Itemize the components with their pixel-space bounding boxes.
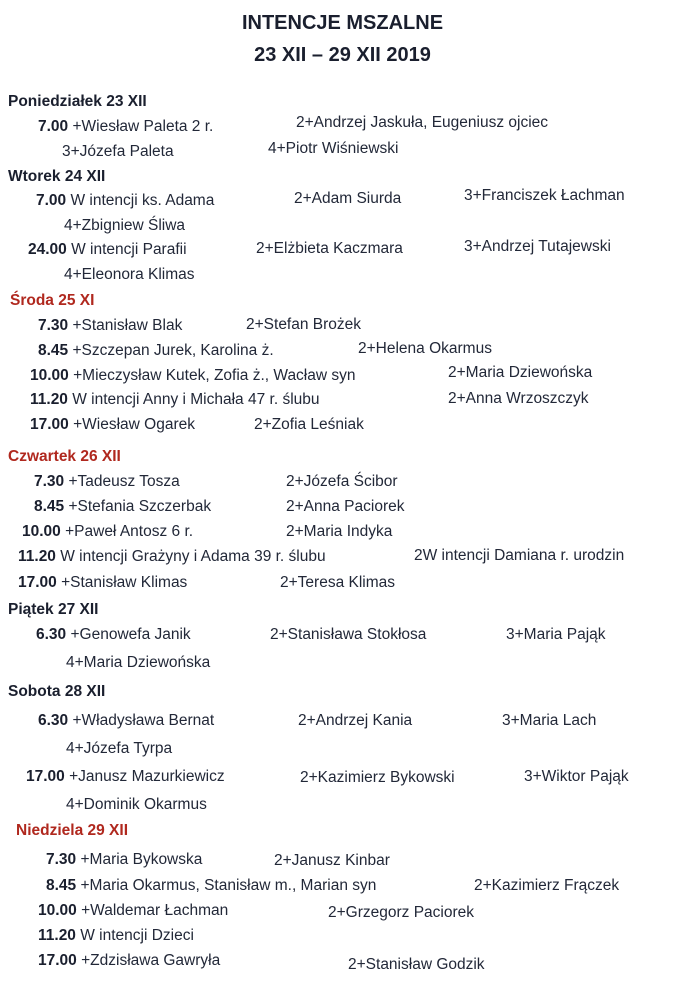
mass-line [34, 473, 180, 491]
mass-time: 24.00 [28, 241, 67, 258]
intention: 3+Maria Pająk [506, 626, 606, 643]
mass-line [38, 927, 194, 945]
intention: 2+Janusz Kinbar [274, 852, 390, 869]
intention: 2+Kazimierz Bykowski [300, 769, 455, 786]
mass-line [30, 391, 320, 409]
intention: 3+Franciszek Łachman [464, 187, 625, 204]
intention: +Szczepan Jurek, Karolina ż. [72, 342, 274, 359]
mass-line [30, 416, 195, 434]
mass-time: 10.00 [22, 523, 61, 540]
mass-line [30, 367, 356, 385]
intention: 3+Wiktor Pająk [524, 768, 629, 785]
mass-line [46, 877, 376, 895]
mass-time: 11.20 [18, 548, 56, 565]
mass-line [36, 626, 191, 644]
date-range: 23 XII – 29 XII 2019 [254, 44, 431, 66]
day-heading-thursday: Czwartek 26 XII [8, 448, 121, 465]
mass-line [18, 548, 326, 566]
intention: W intencji Parafii [71, 241, 187, 258]
mass-time: 8.45 [46, 877, 77, 894]
day-heading-sunday: Niedziela 29 XII [16, 822, 128, 839]
intention: 4+Józefa Tyrpa [66, 740, 173, 757]
intention: W intencji Grażyny i Adama 39 r. ślubu [60, 548, 326, 565]
mass-time: 8.45 [38, 342, 69, 359]
intention: +Władysława Bernat [72, 712, 215, 729]
intention: 2+Anna Wrzoszczyk [448, 390, 589, 407]
intention: 2W intencji Damiana r. urodzin [414, 547, 625, 564]
intention: +Paweł Antosz 6 r. [65, 523, 194, 540]
intention: 2+Józefa Ścibor [286, 473, 398, 490]
intention: 2+Adam Siurda [294, 190, 402, 207]
intention: 2+Teresa Klimas [280, 574, 396, 591]
intention: +Maria Okarmus, Stanisław m., Marian syn [80, 877, 377, 894]
mass-line [38, 712, 214, 730]
mass-time: 11.20 [30, 391, 68, 408]
intention: 3+Maria Lach [502, 712, 597, 729]
intention: 2+Elżbieta Kaczmara [256, 240, 403, 257]
intention: 3+Józefa Paleta [62, 143, 174, 160]
mass-time: 17.00 [18, 574, 57, 591]
intention: 4+Dominik Okarmus [66, 796, 207, 813]
day-heading-monday: Poniedziałek 23 XII [8, 93, 147, 110]
mass-time: 17.00 [26, 768, 65, 785]
mass-line [38, 342, 274, 360]
intention: +Stanisław Klimas [61, 574, 188, 591]
intention: W intencji ks. Adama [70, 192, 215, 209]
intention: +Janusz Mazurkiewicz [69, 768, 225, 785]
mass-time: 7.30 [34, 473, 65, 490]
intention: W intencji Dzieci [80, 927, 194, 944]
intention: 2+Helena Okarmus [358, 340, 492, 357]
mass-line [38, 952, 220, 970]
mass-time: 8.45 [34, 498, 65, 515]
day-heading-tuesday: Wtorek 24 XII [8, 168, 106, 185]
intention: W intencji Anny i Michała 47 r. ślubu [72, 391, 320, 408]
intention: 2+Andrzej Jaskuła, Eugeniusz ojciec [296, 114, 549, 131]
intention: 2+Andrzej Kania [298, 712, 413, 729]
mass-time: 7.30 [38, 317, 69, 334]
intention: 2+Grzegorz Paciorek [328, 904, 475, 921]
intention: +Mieczysław Kutek, Zofia ż., Wacław syn [73, 367, 356, 384]
intention: +Genowefa Janik [70, 626, 191, 643]
mass-line [28, 241, 187, 259]
mass-time: 6.30 [38, 712, 69, 729]
mass-line [36, 192, 214, 210]
mass-time: 7.30 [46, 851, 77, 868]
mass-time: 10.00 [38, 902, 77, 919]
intention: 2+Anna Paciorek [286, 498, 405, 515]
mass-line [38, 317, 182, 335]
intention: 2+Stanisława Stokłosa [270, 626, 427, 643]
intention: +Zdzisława Gawryła [81, 952, 221, 969]
intention: +Tadeusz Tosza [68, 473, 180, 490]
mass-line [34, 498, 211, 516]
intention: 4+Piotr Wiśniewski [268, 140, 399, 157]
mass-time: 11.20 [38, 927, 76, 944]
intention: 2+Zofia Leśniak [254, 416, 364, 433]
intention: +Stefania Szczerbak [68, 498, 212, 515]
day-heading-friday: Piątek 27 XII [8, 601, 99, 618]
mass-line [18, 574, 187, 592]
intention: 2+Stefan Brożek [246, 316, 362, 333]
intention: +Waldemar Łachman [81, 902, 229, 919]
day-heading-wednesday: Środa 25 XI [10, 292, 95, 309]
intention: 2+Maria Indyka [286, 523, 393, 540]
intention: 3+Andrzej Tutajewski [464, 238, 611, 255]
page-title: INTENCJE MSZALNE [241, 12, 444, 34]
intention: 2+Stanisław Godzik [348, 956, 485, 973]
intention: +Stanisław Blak [72, 317, 183, 334]
intention: 4+Zbigniew Śliwa [64, 217, 186, 234]
intention: 2+Maria Dziewońska [448, 364, 593, 381]
day-heading-saturday: Sobota 28 XII [8, 683, 106, 700]
mass-time: 17.00 [30, 416, 69, 433]
mass-time: 7.00 [36, 192, 67, 209]
mass-line [22, 523, 193, 541]
mass-time: 10.00 [30, 367, 69, 384]
intention: 2+Kazimierz Frączek [474, 877, 620, 894]
intention: 4+Maria Dziewońska [66, 654, 211, 671]
mass-line [26, 768, 225, 786]
intention: +Maria Bykowska [80, 851, 203, 868]
intention: +Wiesław Ogarek [73, 416, 195, 433]
mass-time: 6.30 [36, 626, 67, 643]
mass-line [46, 851, 202, 869]
intention: 4+Eleonora Klimas [64, 266, 195, 283]
mass-time: 7.00 [38, 118, 69, 135]
mass-line [38, 902, 228, 920]
mass-time: 17.00 [38, 952, 77, 969]
intention: +Wiesław Paleta 2 r. [72, 118, 214, 135]
mass-line [38, 118, 213, 136]
